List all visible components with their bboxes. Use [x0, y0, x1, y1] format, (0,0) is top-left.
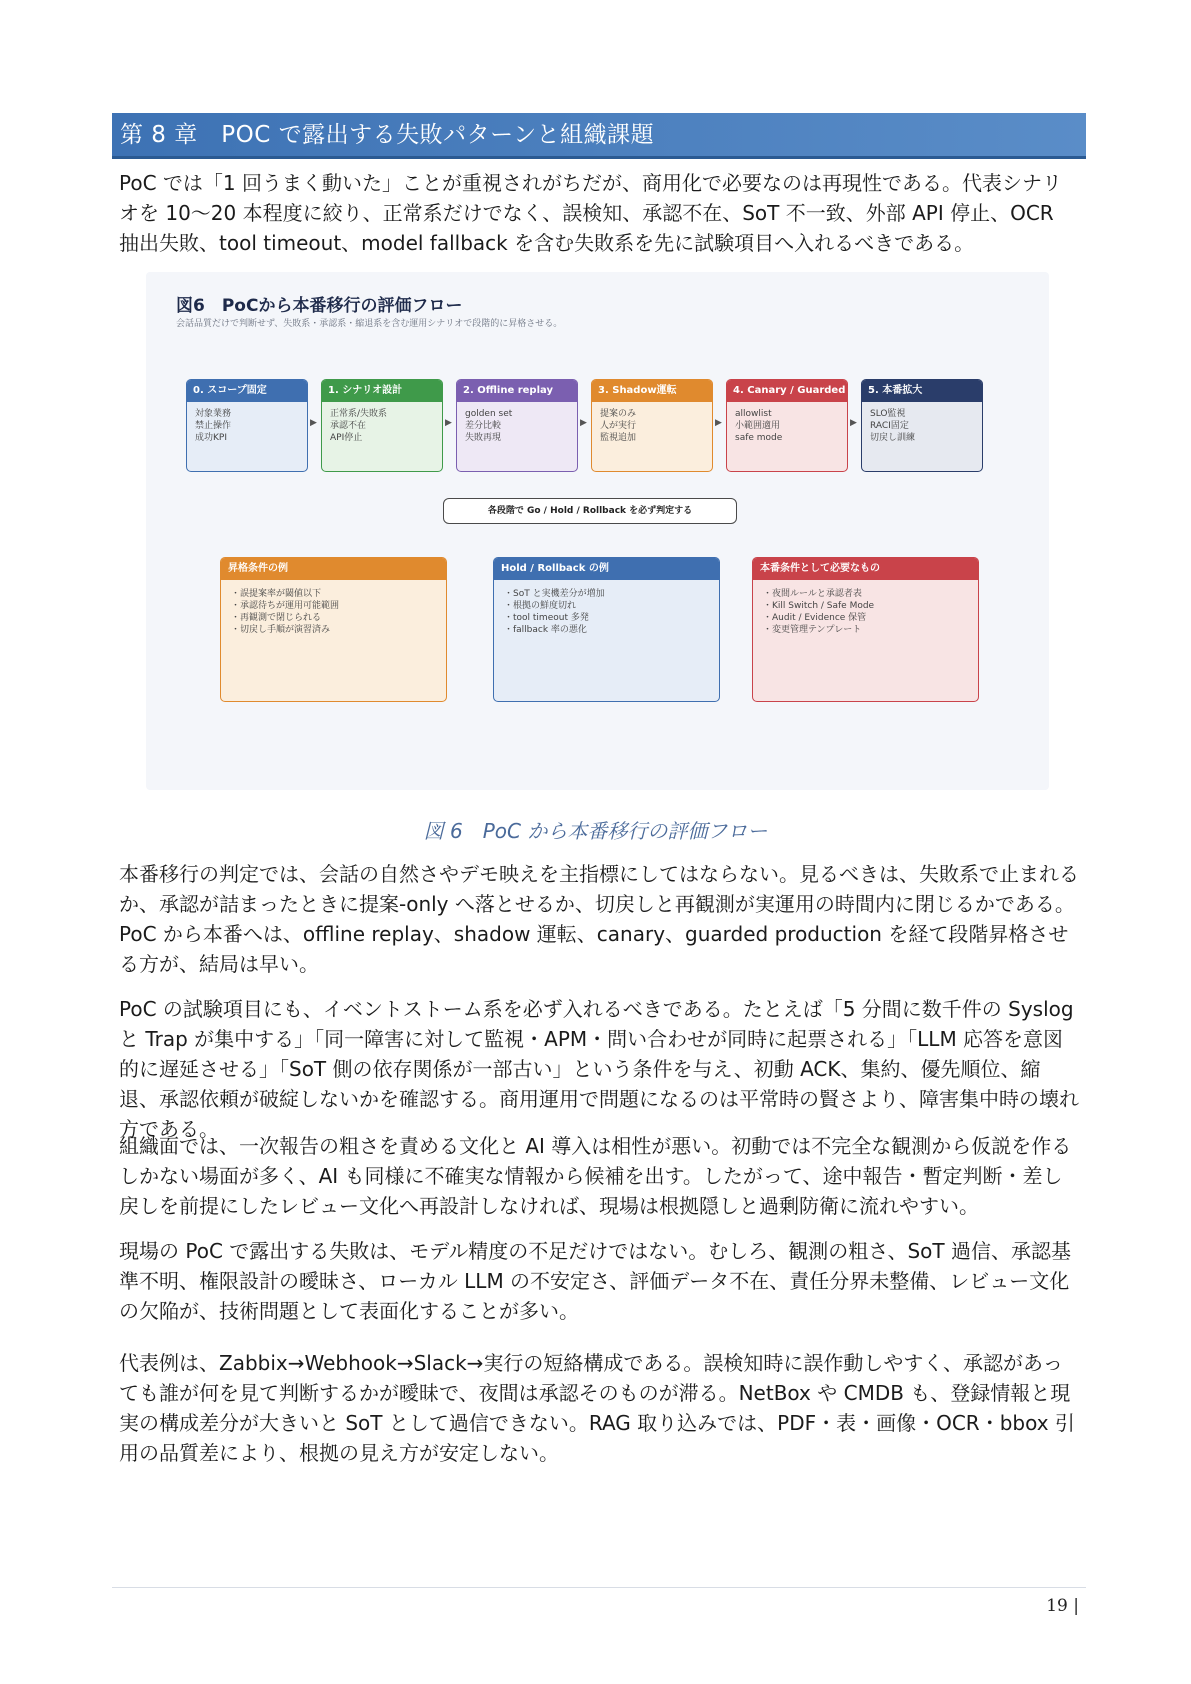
box-line: ・切戻し手順が演習済み	[231, 625, 331, 635]
chapter-heading: 第 8 章 POC で露出する失敗パターンと組織課題	[112, 113, 1086, 159]
box-body	[494, 580, 719, 644]
box-line: ・根拠の鮮度切れ	[504, 601, 577, 611]
gate-decision-box: 各段階で Go / Hold / Rollback を必ず判定する	[443, 498, 737, 524]
box-line: 対象業務	[195, 409, 232, 419]
box-body	[187, 402, 307, 450]
box-line: allowlist	[735, 409, 772, 419]
body-paragraph: 組織面では、一次報告の粗さを責める文化と AI 導入は相性が悪い。初動では不完全な観測から仮説を作るしかない場面が多く、AI も同様に不確実な情報から候補を出す。したがって、途中報告・暫定判断・差し戻しを前提にしたレビュー文化へ再設計しなければ、現場は根拠隠しと過剰防衛に流れやすい。	[119, 1134, 1072, 1218]
box-header: 1. シナリオ設計	[322, 380, 442, 402]
box-header: Hold / Rollback の例	[494, 558, 719, 580]
body-paragraph: PoC の試験項目にも、イベントストーム系を必ず入れるべきである。たとえば「5 分間に数千件の Syslog と Trap が集中する」「同一障害に対して監視・APM・問い合わせが同時に起票される」「LLM 応答を意図的に遅延させる」「SoT 側の依存関係が一部古い」という条件を与え、初動 ACK、集約、優先順位、縮退、承認依頼が破綻しないかを確認する。商用運用で問題になるのは平常時の賢さより、障害集中時の壊れ方である。	[119, 997, 1079, 1141]
box-line: safe mode	[735, 433, 783, 443]
box-line: ・tool timeout 多発	[504, 613, 589, 623]
box-line: 小範囲適用	[735, 421, 781, 431]
arrow-icon: ▶	[850, 418, 857, 428]
figure-title: 図6 PoCから本番移行の評価フロー	[176, 296, 463, 316]
box-line: 成功KPI	[195, 433, 227, 443]
flow-step	[591, 379, 713, 472]
box-line: RACI固定	[870, 421, 909, 431]
figure-caption: 図 6 PoC から本番移行の評価フロー	[423, 819, 768, 843]
box-line: 切戻し訓練	[870, 433, 916, 443]
box-body	[322, 402, 442, 450]
figure-6	[146, 272, 1049, 790]
body-paragraph: 本番移行の判定では、会話の自然さやデモ映えを主指標にしてはならない。見るべきは、失敗系で止まれるか、承認が詰まったときに提案-only へ落とせるか、切戻しと再観測が実運用の時間内に閉じるかである。PoC から本番へは、offline replay、shadow 運転、canary、guarded production を経て段階昇格させる方が、結局は早い。	[119, 862, 1079, 976]
box-line: ・夜間ルールと承認者表	[763, 589, 862, 599]
box-header: 本番条件として必要なもの	[753, 558, 978, 580]
info-card	[752, 557, 979, 702]
box-body	[592, 402, 712, 450]
box-line: 提案のみ	[600, 409, 637, 419]
body-paragraph: 代表例は、Zabbix→Webhook→Slack→実行の短絡構成である。誤検知時に誤作動しやすく、承認があっても誰が何を見て判断するかが曖昧で、夜間は承認そのものが滞る。NetBox や CMDB も、登録情報と現実の構成差分が大きいと SoT として過信できない。RAG 取り込みでは、PDF・表・画像・OCR・bbox 引用の品質差により、根拠の見え方が安定しない。	[119, 1351, 1075, 1465]
box-line: ・fallback 率の悪化	[504, 625, 587, 635]
box-line: 人が実行	[600, 421, 637, 431]
body-paragraph: 現場の PoC で露出する失敗は、モデル精度の不足だけではない。むしろ、観測の粗さ、SoT 過信、承認基準不明、権限設計の曖昧さ、ローカル LLM の不安定さ、評価データ不在、責任分界未整備、レビュー文化の欠陥が、技術問題として表面化することが多い。	[119, 1239, 1071, 1323]
box-line: ・承認待ちが運用可能範囲	[231, 601, 340, 611]
info-card	[493, 557, 720, 702]
box-header: 5. 本番拡大	[862, 380, 982, 402]
box-header: 0. スコープ固定	[187, 380, 307, 402]
box-line: golden set	[465, 409, 513, 419]
box-header: 2. Offline replay	[457, 380, 577, 402]
figure-subtitle: 会話品質だけで判断せず、失敗系・承認系・縮退系を含む運用シナリオで段階的に昇格させる。	[176, 319, 563, 329]
box-header: 昇格条件の例	[221, 558, 446, 580]
flow-step	[726, 379, 848, 472]
box-line: ・再観測で閉じられる	[231, 613, 322, 623]
box-body	[221, 580, 446, 644]
box-line: 承認不在	[330, 421, 367, 431]
box-line: ・Kill Switch / Safe Mode	[763, 601, 875, 611]
box-body	[753, 580, 978, 644]
page-number: 19 |	[1046, 1596, 1079, 1616]
flow-step	[186, 379, 308, 472]
flow-step	[321, 379, 443, 472]
flow-step	[456, 379, 578, 472]
arrow-icon: ▶	[445, 418, 452, 428]
arrow-icon: ▶	[580, 418, 587, 428]
box-body	[727, 402, 847, 450]
box-line: API停止	[330, 433, 363, 443]
box-line: 失敗再現	[465, 433, 502, 443]
box-header: 4. Canary / Guarded	[727, 380, 847, 402]
box-body	[457, 402, 577, 450]
footer-divider	[112, 1587, 1086, 1588]
box-line: ・変更管理テンプレート	[763, 625, 862, 635]
box-line: 禁止操作	[195, 421, 232, 431]
box-line: ・誤提案率が閾値以下	[231, 589, 322, 599]
box-line: ・SoT と実機差分が増加	[504, 589, 605, 599]
box-header: 3. Shadow運転	[592, 380, 712, 402]
box-line: SLO監視	[870, 409, 906, 419]
box-line: 差分比較	[465, 421, 502, 431]
box-line: 監視追加	[600, 433, 637, 443]
box-line: ・Audit / Evidence 保管	[763, 613, 867, 623]
flow-step	[861, 379, 983, 472]
box-body	[862, 402, 982, 450]
box-line: 正常系/失敗系	[330, 409, 388, 419]
intro-paragraph: PoC では「1 回うまく動いた」ことが重視されがちだが、商用化で必要なのは再現性である。代表シナリオを 10〜20 本程度に絞り、正常系だけでなく、誤検知、承認不在、SoT 不一致、外部 API 停止、OCR 抽出失敗、tool timeout、model fallback を含む失敗系を先に試験項目へ入れるべきである。	[119, 171, 1062, 255]
info-card	[220, 557, 447, 702]
arrow-icon: ▶	[310, 418, 317, 428]
arrow-icon: ▶	[715, 418, 722, 428]
